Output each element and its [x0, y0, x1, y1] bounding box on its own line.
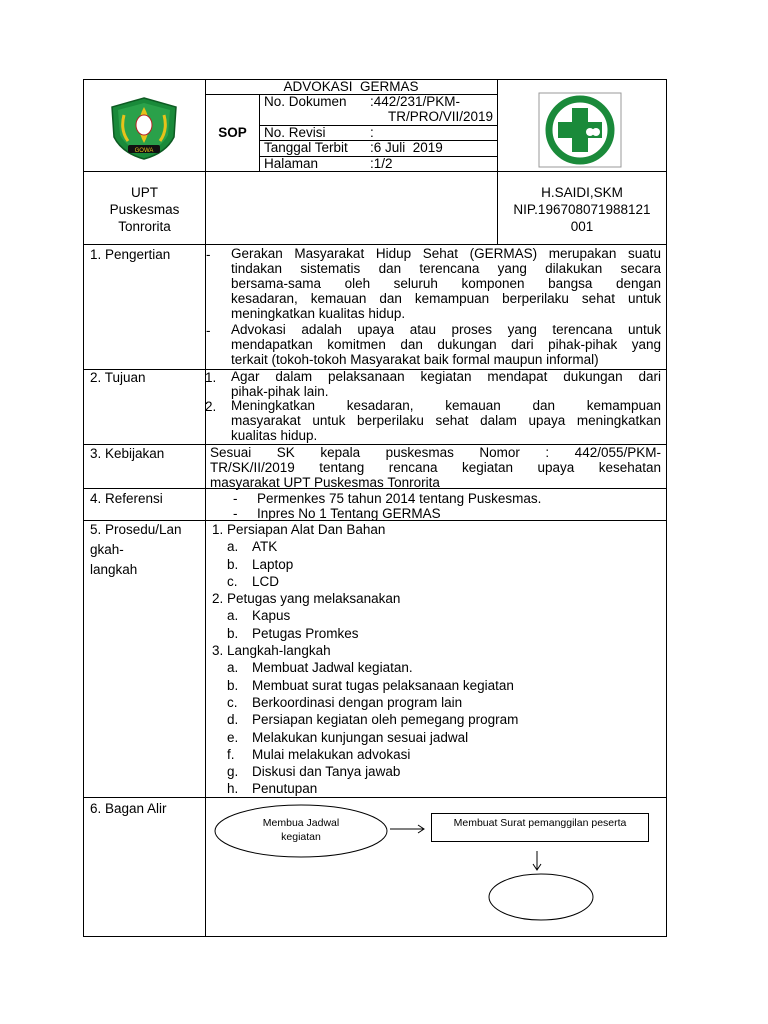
list-dash: -: [233, 491, 238, 506]
section-label-referensi: 4. Referensi: [90, 491, 163, 506]
text-line: mendapatkan komitmen dan dukungan dari pihak-pihak yang: [231, 337, 661, 352]
text-line: Advokasi adalah upaya atau proses yang terencana untuk: [231, 322, 661, 337]
list-item: [212, 659, 662, 676]
text-line: Agar dalam pelaksanaan kegiatan mendapat dukungan dari: [231, 369, 661, 384]
prosedur-label-line: gkah-: [90, 542, 124, 557]
flow-node-line: kegiatan: [281, 831, 321, 843]
signer-nip-2: 001: [570, 219, 594, 234]
text-line: pihak-pihak lain.: [231, 384, 329, 399]
list-item: [212, 746, 662, 763]
list-marker: h.: [227, 781, 239, 797]
organization-name: [84, 184, 205, 235]
text-line: Sesuai SK kepala puskesmas Nomor : 442/055/PKM-: [210, 445, 661, 460]
issue-date-label: Tanggal Terbit: [264, 140, 348, 155]
list-text: LCD: [252, 573, 280, 589]
text-line: terkait (tokoh-tokoh Masyarakat baik formal maupun informal): [231, 352, 599, 367]
prosedur-label-line: 5. Prosedu/Lan: [90, 522, 182, 537]
page-value: :1/2: [370, 156, 393, 171]
list-item: [212, 729, 662, 746]
health-logo: [538, 92, 622, 168]
kebijakan-text: [210, 445, 661, 490]
list-marker: d.: [227, 712, 239, 728]
flow-arrow-right: [390, 822, 428, 836]
list-text: ATK: [252, 539, 278, 555]
text-line: TR/SK/II/2019 tentang rencana kegiatan upaya kesehatan: [210, 460, 661, 475]
list-item: [212, 538, 662, 555]
step-heading: 1. Persiapan Alat Dan Bahan: [212, 522, 386, 537]
tujuan-item-1: [231, 369, 661, 399]
list-marker: g.: [227, 764, 239, 780]
list-marker: a.: [227, 660, 239, 676]
list-item: [212, 625, 662, 642]
revision-value: :: [370, 125, 374, 140]
list-marker: c.: [227, 573, 238, 589]
logo-text: GOWA: [134, 148, 154, 154]
step-heading: 3. Langkah-langkah: [212, 643, 331, 659]
flow-node-end: [487, 872, 595, 922]
page-label: Halaman: [264, 156, 319, 171]
list-dash: -: [233, 506, 238, 521]
bullet: -: [206, 323, 211, 338]
signer-name: H.SAIDI,SKM: [541, 185, 623, 200]
org-line: Puskesmas: [109, 202, 180, 217]
flow-node-process: [431, 813, 649, 842]
section-label-pengertian: 1. Pengertian: [90, 247, 171, 262]
list-marker: a.: [227, 539, 239, 555]
section-label-tujuan: 2. Tujuan: [90, 370, 146, 385]
section-label-bagan: 6. Bagan Alir: [90, 801, 167, 816]
list-marker: f.: [227, 746, 235, 762]
flow-node-start: [213, 803, 389, 859]
list-item: [212, 677, 662, 694]
tujuan-item-2: [231, 398, 661, 443]
list-text: Mulai melakukan advokasi: [252, 746, 411, 762]
flow-node-text: [213, 816, 389, 844]
list-number: 1.: [205, 370, 217, 385]
text-line: Meningkatkan kesadaran, kemauan dan kemampuan: [231, 398, 661, 413]
list-item: [212, 780, 662, 797]
step-heading: 2. Petugas yang melaksanakan: [212, 591, 401, 607]
pengertian-paragraph-2: [231, 322, 661, 367]
text-line: kesadaran, kemauan dan kemampuan berperilaku sehat untuk: [231, 291, 661, 306]
prosedur-label-line: langkah: [90, 562, 138, 577]
text-line: Gerakan Masyarakat Hidup Sehat (GERMAS) merupakan suatu: [231, 246, 661, 261]
list-text: Melakukan kunjungan sesuai jadwal: [252, 729, 469, 745]
doc-number-label: No. Dokumen: [264, 94, 347, 109]
revision-label: No. Revisi: [264, 125, 326, 140]
list-text: Membuat Jadwal kegiatan.: [252, 660, 413, 676]
doc-number-value: :442/231/PKM-: [370, 94, 461, 109]
signer-nip: NIP.196708071988121: [513, 202, 651, 217]
list-text: Kapus: [252, 608, 291, 624]
list-item: [212, 711, 662, 728]
text-line: masyarakat UPT Puskesmas Tonrorita: [210, 475, 440, 490]
signer-block: [498, 184, 666, 235]
sop-label: SOP: [218, 125, 247, 140]
prosedur-steps: [212, 521, 662, 798]
referensi-item: Permenkes 75 tahun 2014 tentang Puskesmas.: [257, 491, 542, 506]
list-text: Persiapan kegiatan oleh pemegang program: [252, 712, 519, 728]
list-item: [212, 607, 662, 624]
list-marker: a.: [227, 608, 239, 624]
flow-arrow-down: [530, 851, 544, 873]
flow-node-line: Membua Jadwal: [262, 817, 340, 829]
list-marker: e.: [227, 729, 239, 745]
list-item: [212, 694, 662, 711]
text-line: tindakan sistematis dan terencana yang dilakukan secara: [231, 261, 661, 276]
list-marker: b.: [227, 556, 239, 572]
list-marker: b.: [227, 625, 239, 641]
list-marker: c.: [227, 694, 238, 710]
list-text: Membuat surat tugas pelaksanaan kegiatan: [252, 677, 514, 693]
list-text: Berkoordinasi dengan program lain: [252, 694, 463, 710]
list-text: Diskusi dan Tanya jawab: [252, 764, 401, 780]
text-line: bersama-sama oleh seluruh komponen bangsa dengan: [231, 276, 661, 291]
list-item: [212, 556, 662, 573]
issue-date-value: :6 Juli 2019: [370, 140, 443, 155]
list-number: 2.: [205, 399, 217, 414]
text-line: meningkatkan kualitas hidup.: [231, 306, 406, 321]
referensi-item: Inpres No 1 Tentang GERMAS: [257, 506, 441, 521]
list-text: Laptop: [252, 556, 294, 572]
section-label-prosedur: [90, 521, 182, 581]
bullet: -: [206, 247, 211, 262]
pengertian-paragraph-1: [231, 246, 661, 321]
organization-logo: [104, 95, 184, 161]
list-text: Penutupan: [252, 781, 318, 797]
text-line: kualitas hidup.: [231, 428, 318, 443]
flow-node-text: Membuat Surat pemanggilan peserta: [453, 817, 627, 829]
org-line: Tonrorita: [118, 219, 171, 234]
list-item: [212, 763, 662, 780]
list-marker: b.: [227, 677, 239, 693]
list-item: [212, 573, 662, 590]
org-line: UPT: [131, 185, 158, 200]
list-text: Petugas Promkes: [252, 625, 359, 641]
text-line: masyarakat untuk berperilaku sehat dalam upaya meningkatkan: [231, 413, 661, 428]
doc-number-value-2: TR/PRO/VII/2019: [388, 109, 494, 124]
section-label-kebijakan: 3. Kebijakan: [90, 446, 165, 461]
document-title: ADVOKASI GERMAS: [283, 79, 419, 94]
